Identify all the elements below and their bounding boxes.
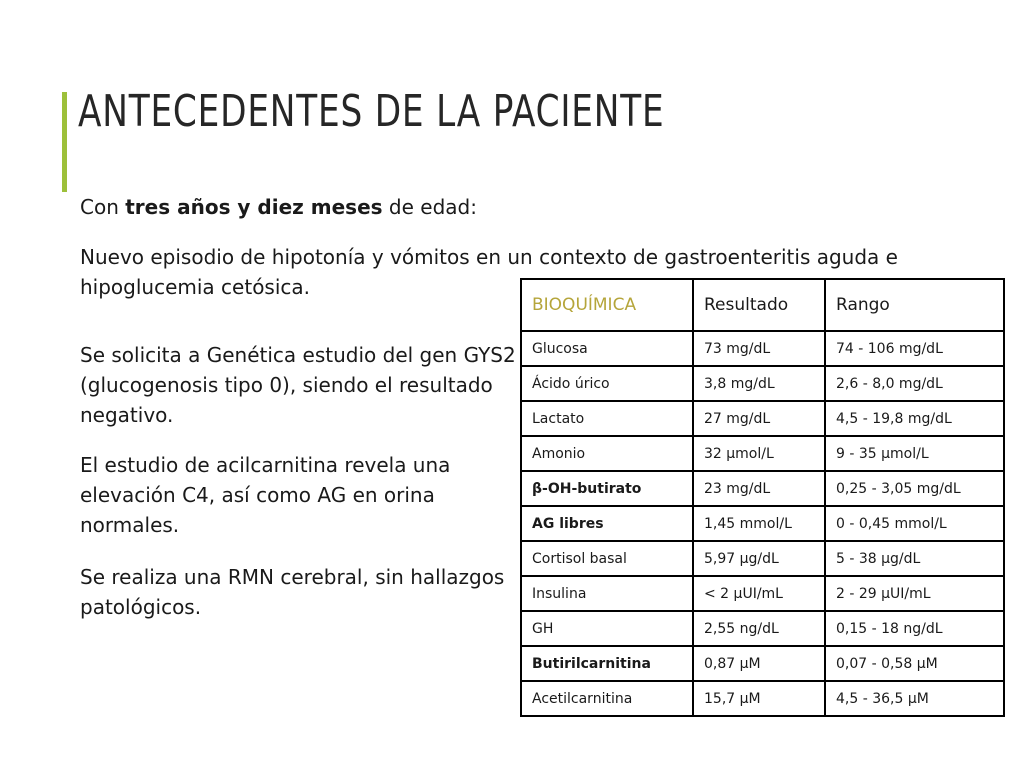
cell-parameter: Acetilcarnitina	[521, 681, 693, 716]
intro-line	[80, 192, 477, 222]
table-row	[521, 401, 1004, 436]
cell-range: 9 - 35 µmol/L	[825, 436, 1004, 471]
table-row	[521, 366, 1004, 401]
header-rango: Rango	[825, 279, 1004, 331]
cell-range: 4,5 - 19,8 mg/dL	[825, 401, 1004, 436]
cell-parameter: β-OH-butirato	[521, 471, 693, 506]
slide-title: ANTECEDENTES DE LA PACIENTE	[78, 86, 665, 137]
cell-result: 32 µmol/L	[693, 436, 825, 471]
cell-result: 3,8 mg/dL	[693, 366, 825, 401]
table-row	[521, 506, 1004, 541]
paragraph-episode: Nuevo episodio de hipotonía y vómitos en un contexto de gastroenteritis aguda e hipoglucemia cetósica.	[80, 245, 898, 299]
cell-range: 0,25 - 3,05 mg/dL	[825, 471, 1004, 506]
cell-parameter: Ácido úrico	[521, 366, 693, 401]
table-row	[521, 471, 1004, 506]
cell-parameter: Insulina	[521, 576, 693, 611]
cell-result: 73 mg/dL	[693, 331, 825, 366]
cell-range: 74 - 106 mg/dL	[825, 331, 1004, 366]
table-row	[521, 611, 1004, 646]
cell-result: 0,87 µM	[693, 646, 825, 681]
cell-result: 5,97 µg/dL	[693, 541, 825, 576]
table-body	[521, 331, 1004, 716]
cell-parameter: Butirilcarnitina	[521, 646, 693, 681]
cell-result: 27 mg/dL	[693, 401, 825, 436]
cell-parameter: GH	[521, 611, 693, 646]
intro-suffix: de edad:	[382, 195, 477, 219]
cell-parameter: Glucosa	[521, 331, 693, 366]
paragraph-acylcarnitine: El estudio de acilcarnitina revela una elevación C4, así como AG en orina normales.	[80, 453, 451, 537]
header-resultado: Resultado	[693, 279, 825, 331]
table-row	[521, 576, 1004, 611]
paragraph-genetics: Se solicita a Genética estudio del gen GYS2 (glucogenosis tipo 0), siendo el resultado negativo.	[80, 343, 516, 427]
cell-range: 2,6 - 8,0 mg/dL	[825, 366, 1004, 401]
cell-result: 15,7 µM	[693, 681, 825, 716]
cell-result: 23 mg/dL	[693, 471, 825, 506]
table-row	[521, 436, 1004, 471]
cell-range: 0,15 - 18 ng/dL	[825, 611, 1004, 646]
cell-range: 0 - 0,45 mmol/L	[825, 506, 1004, 541]
table-row	[521, 646, 1004, 681]
cell-range: 5 - 38 µg/dL	[825, 541, 1004, 576]
cell-result: < 2 µUI/mL	[693, 576, 825, 611]
cell-parameter: Cortisol basal	[521, 541, 693, 576]
paragraph-mri: Se realiza una RMN cerebral, sin hallazgos patológicos.	[80, 565, 505, 619]
cell-parameter: Lactato	[521, 401, 693, 436]
cell-result: 2,55 ng/dL	[693, 611, 825, 646]
cell-range: 2 - 29 µUI/mL	[825, 576, 1004, 611]
table-row	[521, 331, 1004, 366]
table-row	[521, 681, 1004, 716]
cell-range: 0,07 - 0,58 µM	[825, 646, 1004, 681]
table-header-row	[521, 279, 1004, 331]
biochemistry-table	[520, 278, 1005, 717]
table-row	[521, 541, 1004, 576]
intro-bold-age: tres años y diez meses	[125, 195, 383, 219]
cell-parameter: AG libres	[521, 506, 693, 541]
title-accent-bar	[62, 92, 67, 192]
cell-range: 4,5 - 36,5 µM	[825, 681, 1004, 716]
cell-result: 1,45 mmol/L	[693, 506, 825, 541]
cell-parameter: Amonio	[521, 436, 693, 471]
header-bioquimica: BIOQUÍMICA	[521, 279, 693, 331]
intro-prefix: Con	[80, 195, 126, 219]
